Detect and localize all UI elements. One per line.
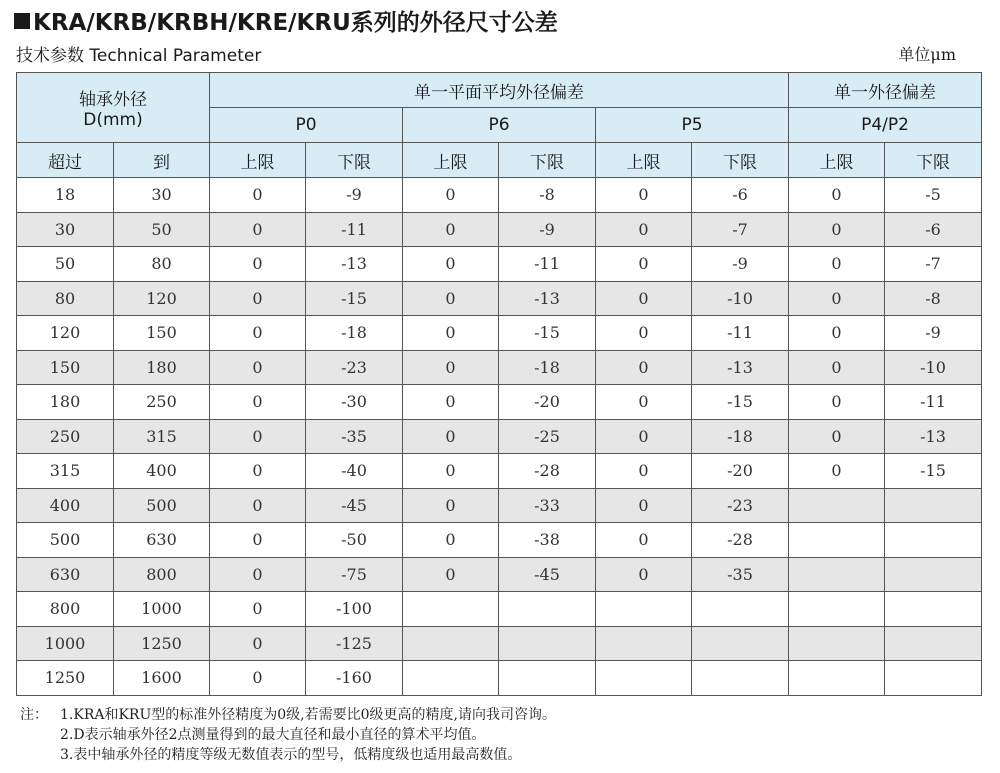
table-cell: 0 [596,523,692,558]
table-cell: 0 [403,212,499,247]
table-row [17,178,982,213]
table-cell: -9 [885,316,982,351]
table-cell: -45 [306,488,403,523]
table-cell: 0 [403,281,499,316]
table-cell: 0 [403,557,499,592]
page-title-text: KRA/KRB/KRBH/KRE/KRU系列的外径尺寸公差 [33,10,558,36]
table-cell: 1000 [17,626,114,661]
col-header-upper: 上限 [596,143,692,178]
table-cell: 0 [210,178,306,213]
table-cell: -11 [306,212,403,247]
table-cell: 180 [114,350,210,385]
table-row [17,350,982,385]
table-cell [789,661,885,696]
col-header-upper: 上限 [403,143,499,178]
table-cell: 0 [403,385,499,420]
table-cell: 0 [789,350,885,385]
note-text: 3.表中轴承外径的精度等级无数值表示的型号，低精度级也适用最高数值。 [60,747,522,763]
table-cell [789,626,885,661]
table-cell: 0 [789,247,885,282]
table-cell: 0 [403,350,499,385]
class-header-p0: P0 [210,108,403,143]
table-cell: 0 [789,316,885,351]
table-cell: -15 [306,281,403,316]
table-cell: 0 [210,350,306,385]
table-cell: -13 [306,247,403,282]
table-cell [596,626,692,661]
table-cell: 0 [210,626,306,661]
table-cell: 18 [17,178,114,213]
table-cell: -28 [692,523,789,558]
table-cell: -125 [306,626,403,661]
table-row [17,212,982,247]
table-cell: -28 [499,454,596,489]
table-cell: -10 [885,350,982,385]
table-cell: 800 [17,592,114,627]
table-cell: 0 [210,661,306,696]
table-cell: -20 [499,385,596,420]
table-body [17,178,982,696]
table-cell [499,592,596,627]
table-cell: -38 [499,523,596,558]
table-cell: -13 [692,350,789,385]
table-cell: 0 [596,454,692,489]
table-cell: -30 [306,385,403,420]
col-header-upper: 上限 [789,143,885,178]
table-cell: -10 [692,281,789,316]
table-cell [885,592,982,627]
table-cell: 315 [114,419,210,454]
table-cell [885,661,982,696]
table-row [17,523,982,558]
table-cell [692,626,789,661]
table-cell: 150 [114,316,210,351]
table-cell: 150 [17,350,114,385]
table-cell: 0 [403,316,499,351]
col-header-lower: 下限 [499,143,596,178]
table-cell: -9 [306,178,403,213]
table-cell: 0 [210,247,306,282]
table-row [17,557,982,592]
table-cell [885,626,982,661]
table-cell: 30 [17,212,114,247]
table-cell: 0 [403,523,499,558]
table-cell: 0 [210,592,306,627]
table-cell: 30 [114,178,210,213]
table-cell: 0 [210,523,306,558]
note-row [20,745,556,765]
table-cell: -7 [885,247,982,282]
table-cell: 0 [789,419,885,454]
table-cell: 0 [210,281,306,316]
table-cell: 0 [596,212,692,247]
table-cell: 80 [114,247,210,282]
table-cell: -100 [306,592,403,627]
table-cell: 0 [789,454,885,489]
table-cell: 630 [114,523,210,558]
table-cell [885,488,982,523]
table-cell: -15 [499,316,596,351]
note-text: 1.KRA和KRU型的标准外径精度为0级,若需要比0级更高的精度,请向我司咨询。 [60,707,556,723]
table-cell: -13 [499,281,596,316]
unit-label: 单位μm [898,45,956,64]
note-row [20,705,556,725]
table-cell: -9 [499,212,596,247]
table-cell: 0 [210,385,306,420]
table-cell: 500 [17,523,114,558]
table-cell: 800 [114,557,210,592]
bearing-od-header [17,73,210,143]
table-cell: -15 [885,454,982,489]
table-cell: 400 [114,454,210,489]
table-cell: -6 [692,178,789,213]
table-cell: 0 [789,281,885,316]
table-cell [596,592,692,627]
table-cell: 0 [596,557,692,592]
table-cell [789,523,885,558]
class-header-p5: P5 [596,108,789,143]
note-text: 2.D表示轴承外径2点测量得到的最大直径和最小直径的算术平均值。 [60,727,486,743]
table-row [17,626,982,661]
table-cell: 0 [596,385,692,420]
table-cell: 0 [403,178,499,213]
table-cell: -35 [306,419,403,454]
table-row [17,661,982,696]
group-header-single-od: 单一外径偏差 [789,73,982,108]
table-row [17,316,982,351]
page-title [14,4,558,37]
table-cell: 0 [596,419,692,454]
table-cell [885,523,982,558]
table-cell: 0 [789,212,885,247]
table-cell: 0 [210,419,306,454]
table-cell: 50 [17,247,114,282]
table-cell: -23 [692,488,789,523]
col-header-lower: 下限 [885,143,982,178]
notes [20,705,556,765]
table-cell [789,488,885,523]
table-row [17,281,982,316]
table-cell: 1250 [114,626,210,661]
table-cell: -11 [885,385,982,420]
col-header-to: 到 [114,143,210,178]
table-cell: 630 [17,557,114,592]
table-cell: 0 [210,454,306,489]
table-cell: -11 [499,247,596,282]
table-cell: -33 [499,488,596,523]
col-header-upper: 上限 [210,143,306,178]
table-cell: 250 [17,419,114,454]
class-header-p4p2: P4/P2 [789,108,982,143]
table-cell: -18 [499,350,596,385]
table-cell: -6 [885,212,982,247]
table-cell: -20 [692,454,789,489]
table-cell: -160 [306,661,403,696]
col-header-over: 超过 [17,143,114,178]
tolerance-table [16,72,982,696]
table-cell [692,661,789,696]
table-row [17,454,982,489]
d-mm-label: D(mm) [83,110,143,130]
table-cell: -8 [499,178,596,213]
table-cell: 500 [114,488,210,523]
table-cell: 0 [403,419,499,454]
table-cell: 0 [210,488,306,523]
class-header-p6: P6 [403,108,596,143]
table-cell: 0 [210,557,306,592]
table-cell [789,592,885,627]
table-cell: -50 [306,523,403,558]
square-bullet-icon [14,13,30,29]
table-cell: -5 [885,178,982,213]
table-cell [499,626,596,661]
table-cell: -25 [499,419,596,454]
table-cell: 250 [114,385,210,420]
table-cell: -75 [306,557,403,592]
note-row [20,725,556,745]
table-cell: 315 [17,454,114,489]
table-row [17,488,982,523]
table-cell [789,557,885,592]
table-cell: -11 [692,316,789,351]
table-cell [499,661,596,696]
table-cell: 1600 [114,661,210,696]
table-cell: 1000 [114,592,210,627]
table-cell: -9 [692,247,789,282]
table-cell: 120 [114,281,210,316]
table-cell: -35 [692,557,789,592]
table-cell [692,592,789,627]
table-cell: 0 [403,454,499,489]
table-cell: 0 [596,488,692,523]
table-cell: -18 [306,316,403,351]
table-cell: -15 [692,385,789,420]
table-row [17,592,982,627]
table-cell: -18 [692,419,789,454]
table-cell: -13 [885,419,982,454]
table-cell [403,592,499,627]
table-cell [885,557,982,592]
table-cell [596,661,692,696]
table-cell: 0 [596,316,692,351]
subtitle: 技术参数 Technical Parameter [16,46,262,66]
table-cell: 0 [403,247,499,282]
table-cell: -7 [692,212,789,247]
table-cell: -45 [499,557,596,592]
notes-label: 注： [20,707,48,723]
table-row [17,247,982,282]
table-cell: 0 [596,247,692,282]
table-cell: -40 [306,454,403,489]
table-cell: 1250 [17,661,114,696]
table-cell: 0 [210,212,306,247]
table-cell: 0 [789,385,885,420]
table-row [17,419,982,454]
col-header-lower: 下限 [306,143,403,178]
table-cell: 80 [17,281,114,316]
table-row [17,385,982,420]
group-header-mean-od: 单一平面平均外径偏差 [210,73,789,108]
table-cell: 120 [17,316,114,351]
table-cell: 0 [596,178,692,213]
table-cell: 180 [17,385,114,420]
table-cell: 0 [403,488,499,523]
table-cell [403,626,499,661]
table-cell: -8 [885,281,982,316]
table-cell: 400 [17,488,114,523]
table-cell: 50 [114,212,210,247]
bearing-od-label: 轴承外径 [79,90,147,110]
table-cell: 0 [596,281,692,316]
table-cell: 0 [210,316,306,351]
table-cell [403,661,499,696]
col-header-lower: 下限 [692,143,789,178]
table-cell: 0 [596,350,692,385]
table-cell: 0 [789,178,885,213]
table-cell: -23 [306,350,403,385]
